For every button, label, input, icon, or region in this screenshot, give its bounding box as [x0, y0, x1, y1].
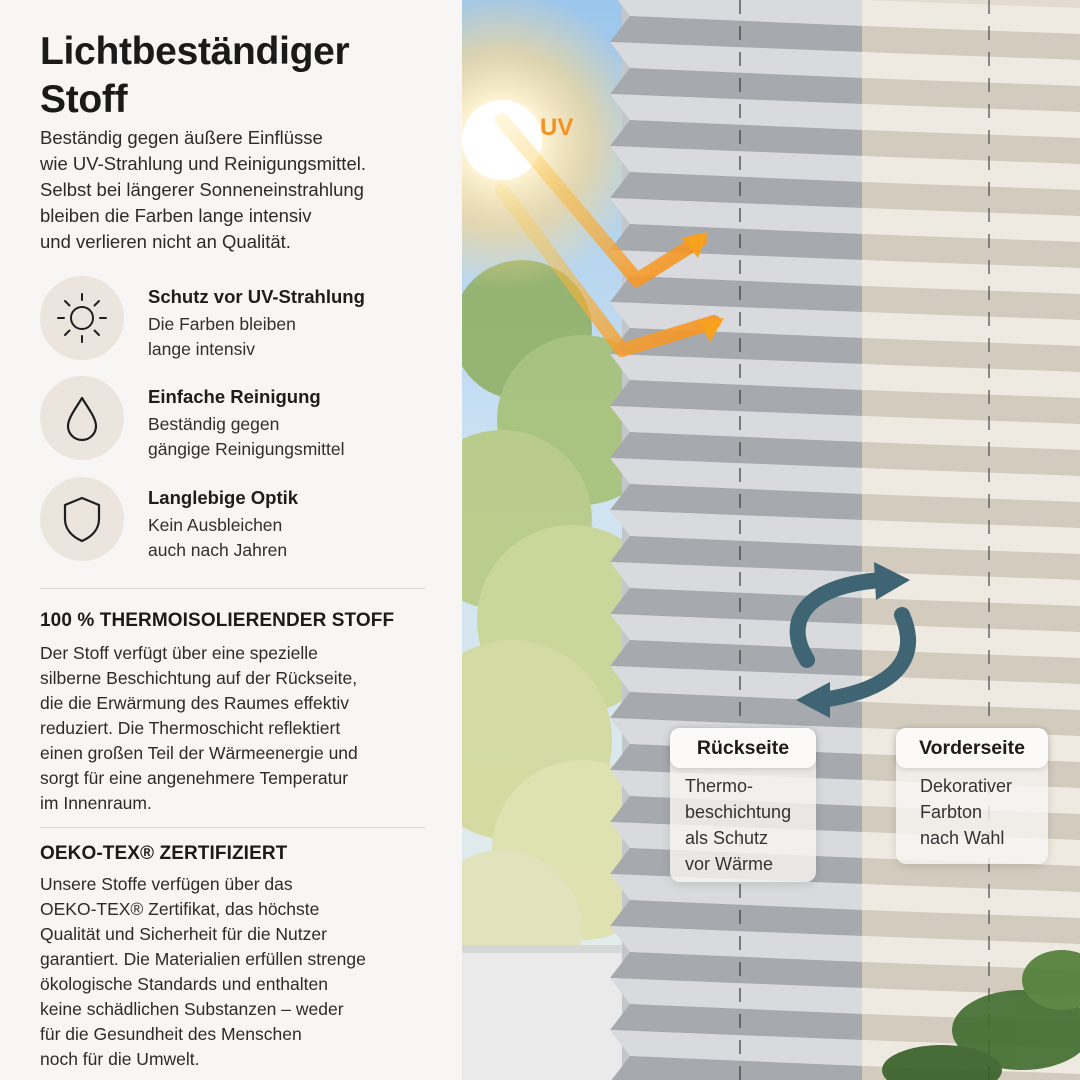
oeko-title: OEKO-TEX® ZERTIFIZIERT [40, 843, 288, 864]
feature-title: Langlebige Optik [148, 487, 299, 508]
feature-durable-look [40, 477, 450, 563]
info-panel [0, 0, 462, 1080]
back-side-description: Thermo- beschichtung als Schutz vor Wärme [685, 776, 792, 874]
feature-description: Die Farben bleiben lange intensiv [148, 314, 296, 359]
intro-text: Beständig gegen äußere Einflüsse wie UV-Strahlung und Reinigungsmittel. Selbst bei längerer Sonneneinstrahlung bleiben die Farben lange intensiv und verlieren nicht an Qualität. [40, 127, 366, 252]
divider [40, 827, 425, 828]
pleated-blind-illustration [462, 0, 1080, 1080]
shield-icon [40, 477, 124, 561]
front-side-description: Dekorativer Farbton nach Wahl [920, 776, 1013, 848]
back-side-title: Rückseite [670, 728, 816, 768]
oeko-text: Unsere Stoffe verfügen über das OEKO-TEX® Zertifikat, das höchste Qualität und Sicherheit für die Nutzer garantiert. Die Materialien erfüllen strenge ökologische Standards und enthalten keine schädlichen Substanzen – weder für die Gesundheit des Menschen noch für die Umwelt. [40, 874, 366, 1069]
product-photo [462, 0, 1080, 1080]
feature-easy-cleaning [40, 376, 450, 462]
water-drop-icon [40, 376, 124, 460]
feature-title: Einfache Reinigung [148, 386, 321, 407]
thermo-text: Der Stoff verfügt über eine spezielle silberne Beschichtung auf der Rückseite, die die Erwärmung des Raumes effektiv reduziert. Die Thermoschicht reflektiert einen großen Teil der Wärmeenergie und sorgt für eine angenehmere Temperatur im Innenraum. [40, 643, 358, 813]
thermo-title: 100 % THERMOISOLIERENDER STOFF [40, 610, 395, 631]
feature-title: Schutz vor UV-Strahlung [148, 286, 365, 307]
page-title: Lichtbeständiger Stoff [40, 30, 350, 121]
uv-label: UV [540, 114, 574, 141]
feature-description: Beständig gegen gängige Reinigungsmittel [148, 414, 345, 459]
feature-uv-protection [40, 276, 450, 362]
divider [40, 588, 425, 589]
sun-icon [40, 276, 124, 360]
front-side-title: Vorderseite [896, 728, 1048, 768]
feature-description: Kein Ausbleichen auch nach Jahren [148, 515, 288, 560]
